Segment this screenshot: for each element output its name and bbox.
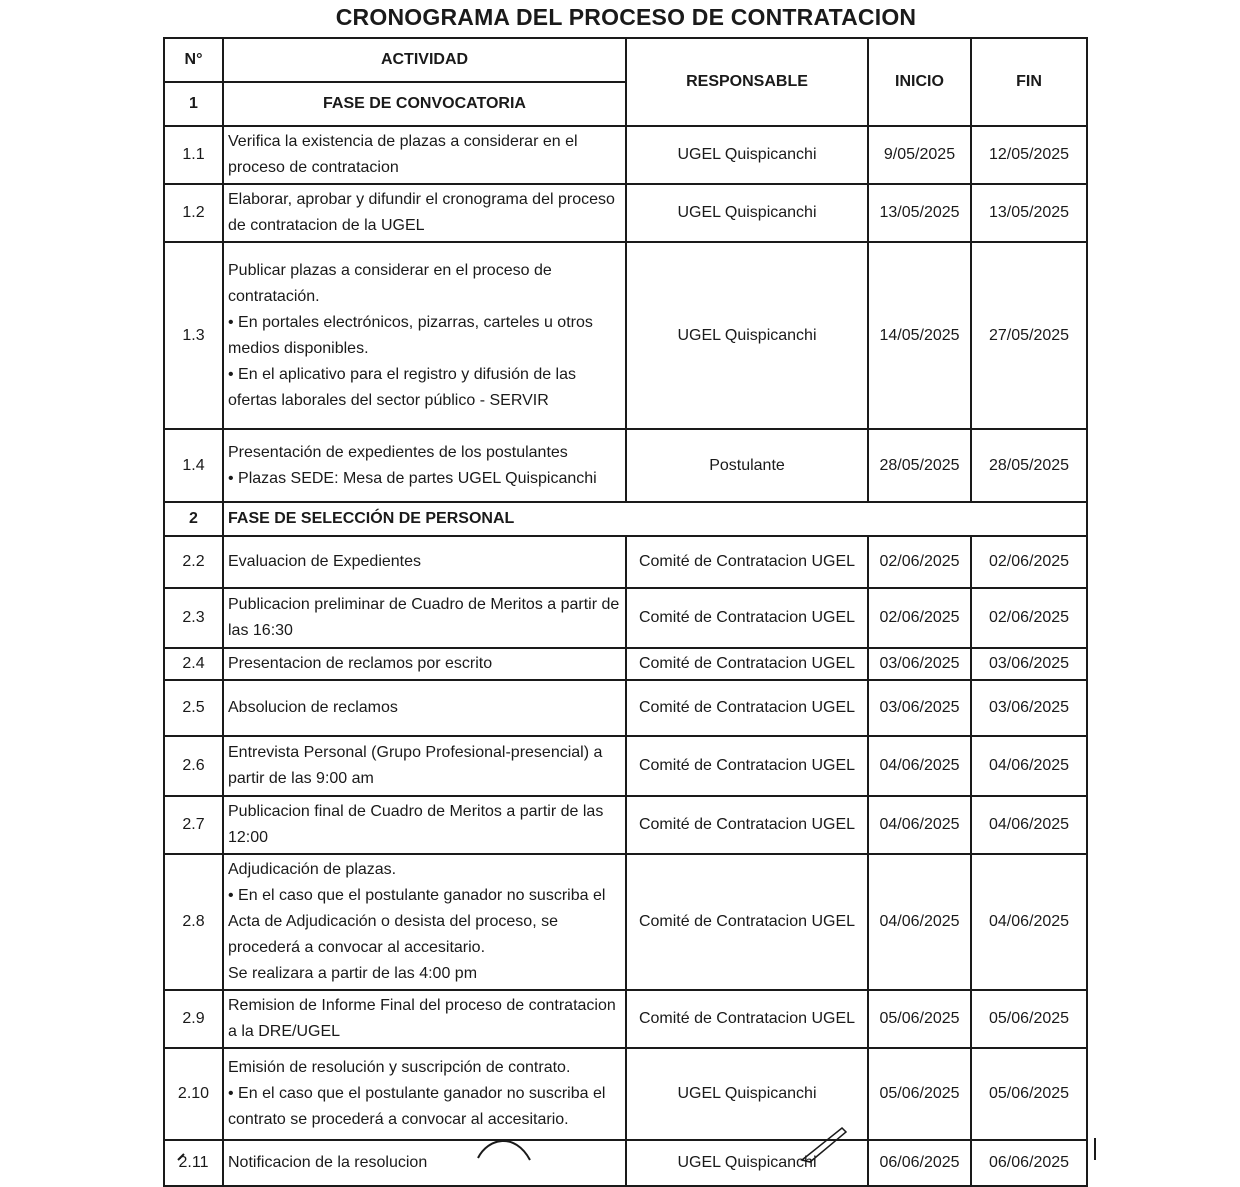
row-activity: Verifica la existencia de plazas a considerar en el proceso de contratacion <box>223 126 626 184</box>
phase-label: FASE DE CONVOCATORIA <box>223 82 626 126</box>
row-activity: Presentación de expedientes de los postulantes • Plazas SEDE: Mesa de partes UGEL Quispicanchi <box>223 429 626 502</box>
row-responsible: UGEL Quispicanchi <box>626 1140 868 1186</box>
row-responsible: Comité de Contratacion UGEL <box>626 536 868 588</box>
phase-num: 1 <box>164 82 223 126</box>
table-row <box>164 796 1087 854</box>
row-start-date: 06/06/2025 <box>868 1140 971 1186</box>
margin-mark <box>1094 1138 1096 1160</box>
row-start-date: 13/05/2025 <box>868 184 971 242</box>
row-activity: Presentacion de reclamos por escrito <box>223 648 626 680</box>
row-end-date: 02/06/2025 <box>971 588 1087 648</box>
row-activity: Adjudicación de plazas. • En el caso que el postulante ganador no suscriba el Acta de Adjudicación o desista del proceso, se procederá a convocar al accesitario. Se realizara a partir de las 4:00 pm <box>223 854 626 990</box>
row-start-date: 14/05/2025 <box>868 242 971 429</box>
row-end-date: 04/06/2025 <box>971 796 1087 854</box>
row-responsible: UGEL Quispicanchi <box>626 126 868 184</box>
header-end: FIN <box>971 38 1087 126</box>
row-start-date: 05/06/2025 <box>868 1048 971 1140</box>
row-start-date: 03/06/2025 <box>868 648 971 680</box>
row-number: 2.3 <box>164 588 223 648</box>
row-activity: Remision de Informe Final del proceso de contratacion a la DRE/UGEL <box>223 990 626 1048</box>
phase-row-2 <box>164 502 1087 536</box>
row-number: 2.6 <box>164 736 223 796</box>
table-row <box>164 680 1087 736</box>
row-responsible: Comité de Contratacion UGEL <box>626 796 868 854</box>
row-end-date: 05/06/2025 <box>971 990 1087 1048</box>
table-row <box>164 736 1087 796</box>
phase-num: 2 <box>164 502 223 536</box>
row-number: 1.2 <box>164 184 223 242</box>
row-number: 2.2 <box>164 536 223 588</box>
row-end-date: 13/05/2025 <box>971 184 1087 242</box>
table-row <box>164 1048 1087 1140</box>
row-activity: Entrevista Personal (Grupo Profesional-presencial) a partir de las 9:00 am <box>223 736 626 796</box>
table-row <box>164 126 1087 184</box>
row-activity: Publicacion preliminar de Cuadro de Meritos a partir de las 16:30 <box>223 588 626 648</box>
row-end-date: 27/05/2025 <box>971 242 1087 429</box>
row-activity: Absolucion de reclamos <box>223 680 626 736</box>
header-activity: ACTIVIDAD <box>223 38 626 82</box>
row-number: 2.7 <box>164 796 223 854</box>
row-activity: Notificacion de la resolucion <box>223 1140 626 1186</box>
row-responsible: Comité de Contratacion UGEL <box>626 990 868 1048</box>
row-number: 2.5 <box>164 680 223 736</box>
row-activity: Publicar plazas a considerar en el proceso de contratación. • En portales electrónicos, pizarras, carteles u otros medios disponibles. • En el aplicativo para el registro y difusión de las ofertas laborales del sector público - SERVIR <box>223 242 626 429</box>
row-number: 1.4 <box>164 429 223 502</box>
row-number: 1.3 <box>164 242 223 429</box>
row-end-date: 04/06/2025 <box>971 854 1087 990</box>
table-row <box>164 184 1087 242</box>
row-start-date: 28/05/2025 <box>868 429 971 502</box>
table-row <box>164 536 1087 588</box>
row-end-date: 03/06/2025 <box>971 648 1087 680</box>
row-responsible: Comité de Contratacion UGEL <box>626 680 868 736</box>
row-start-date: 9/05/2025 <box>868 126 971 184</box>
row-number: 1.1 <box>164 126 223 184</box>
table-row <box>164 588 1087 648</box>
row-number: 2.10 <box>164 1048 223 1140</box>
row-responsible: UGEL Quispicanchi <box>626 184 868 242</box>
row-activity: Elaborar, aprobar y difundir el cronograma del proceso de contratacion de la UGEL <box>223 184 626 242</box>
header-num: N° <box>164 38 223 82</box>
row-activity: Emisión de resolución y suscripción de contrato. • En el caso que el postulante ganador no suscriba el contrato se procederá a convocar al accesitario. <box>223 1048 626 1140</box>
table-row <box>164 990 1087 1048</box>
row-number: 2.4 <box>164 648 223 680</box>
row-end-date: 04/06/2025 <box>971 736 1087 796</box>
row-start-date: 05/06/2025 <box>868 990 971 1048</box>
row-end-date: 12/05/2025 <box>971 126 1087 184</box>
table-row <box>164 648 1087 680</box>
phase-label: FASE DE SELECCIÓN DE PERSONAL <box>223 502 1087 536</box>
document-title: CRONOGRAMA DEL PROCESO DE CONTRATACION <box>335 4 917 30</box>
row-start-date: 03/06/2025 <box>868 680 971 736</box>
table-row <box>164 242 1087 429</box>
row-responsible: Comité de Contratacion UGEL <box>626 648 868 680</box>
row-responsible: Comité de Contratacion UGEL <box>626 736 868 796</box>
table-row <box>164 1140 1087 1186</box>
row-activity: Evaluacion de Expedientes <box>223 536 626 588</box>
row-start-date: 04/06/2025 <box>868 796 971 854</box>
row-activity: Publicacion final de Cuadro de Meritos a partir de las 12:00 <box>223 796 626 854</box>
header-row <box>164 38 1087 82</box>
schedule-table <box>163 37 1088 1187</box>
table-row <box>164 429 1087 502</box>
row-end-date: 06/06/2025 <box>971 1140 1087 1186</box>
row-end-date: 02/06/2025 <box>971 536 1087 588</box>
row-responsible: Comité de Contratacion UGEL <box>626 854 868 990</box>
row-responsible: Comité de Contratacion UGEL <box>626 588 868 648</box>
row-end-date: 03/06/2025 <box>971 680 1087 736</box>
row-number: 2.11 <box>164 1140 223 1186</box>
row-start-date: 02/06/2025 <box>868 536 971 588</box>
table-row <box>164 854 1087 990</box>
row-responsible: Postulante <box>626 429 868 502</box>
row-responsible: UGEL Quispicanchi <box>626 1048 868 1140</box>
row-start-date: 04/06/2025 <box>868 736 971 796</box>
row-number: 2.9 <box>164 990 223 1048</box>
row-number: 2.8 <box>164 854 223 990</box>
row-end-date: 28/05/2025 <box>971 429 1087 502</box>
row-start-date: 04/06/2025 <box>868 854 971 990</box>
row-end-date: 05/06/2025 <box>971 1048 1087 1140</box>
header-responsible: RESPONSABLE <box>626 38 868 126</box>
row-start-date: 02/06/2025 <box>868 588 971 648</box>
header-start: INICIO <box>868 38 971 126</box>
row-responsible: UGEL Quispicanchi <box>626 242 868 429</box>
